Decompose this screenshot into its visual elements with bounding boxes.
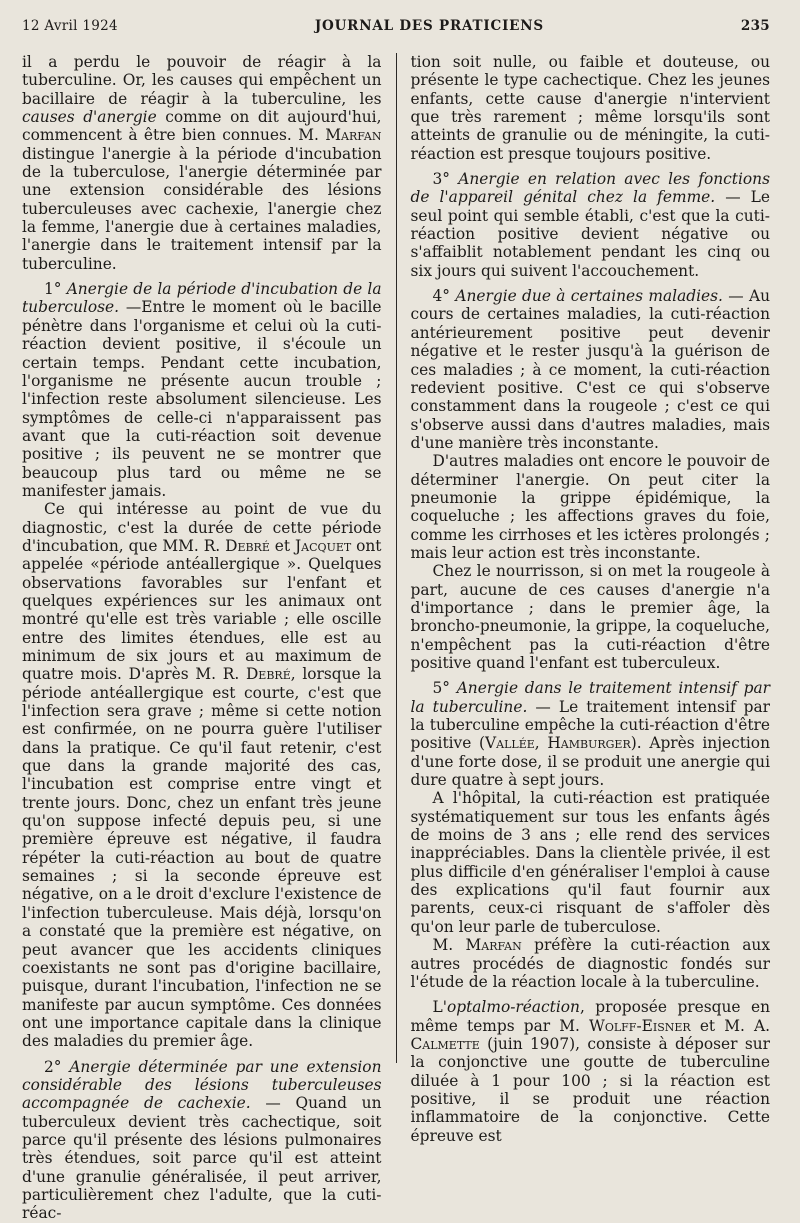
section-2: 2° Anergie déterminée par une extension considérable des lésions tuberculeuses accompagnée de cachexie. — Quand un tuberculeux devient très cachectique, soit parce qu'il présente des lésions pulmonaires très étendues, soit parce qu'il est atteint d'une granulie généralisée, il peut arriver, particulièrement chez l'adulte, que la cuti-réac- xyxy=(22,1057,382,1223)
running-header xyxy=(22,18,770,44)
paragraph: A l'hôpital, la cuti-réaction est pratiquée systématiquement sur tous les enfants âgés de moins de 3 ans ; elle rend des services inappréciables. Dans la clientèle privée, il est plus difficile d'en généraliser l'emploi à cause des explications qu'il faut fournir aux parents, ceux-ci risquant de s'affoler dès qu'on leur parle de tuberculose. xyxy=(410,789,770,936)
left-column xyxy=(22,53,397,1223)
page-number: 235 xyxy=(740,18,770,34)
section-3: 3° Anergie en relation avec les fonctions de l'appareil génital chez la femme. — Le seul point qui semble établi, c'est que la cuti-réaction positive devient négative ou s'affaiblit notablement pendant les cinq ou six jours qui suivent l'accouchement. xyxy=(410,170,770,280)
paragraph: Ce qui intéresse au point de vue du diagnostic, c'est la durée de cette période d'incubation, que MM. R. Debré et Jacquet ont appelée «période antéallergique ». Quelques observations favorables sur l'enfant et quelques expériences sur les animaux ont montré qu'elle est très variable ; elle oscille entre des limites étendues, elle est au minimum de six jours et au maximum de quatre mois. D'après M. R. Debré, lorsque la période antéallergique est courte, c'est que l'infection sera grave ; même si cette notion est confirmée, on ne pourra guère l'utiliser dans la pratique. Ce qu'il faut retenir, c'est que dans la grande majorité des cas, l'incubation est comprise entre vingt et trente jours. Donc, chez un enfant très jeune qu'on suppose infecté depuis peu, si une première épreuve est négative, il faudra répéter la cuti-réaction au bout de quatre semaines ; si la seconde épreuve est négative, on a le droit d'exclure l'existence de l'infection tuberculeuse. Mais déjà, lorsqu'on a constaté que la première est négative, on peut avancer que les accidents cliniques coexistants ne sont pas d'origine bacillaire, puisque, durant l'incubation, l'infection ne se manifeste par aucun symptôme. Ces données ont une importance capitale dans la clinique des maladies du premier âge. xyxy=(22,500,382,1051)
paragraph: tion soit nulle, ou faible et douteuse, ou présente le type cachectique. Chez les jeunes enfants, cette cause d'anergie n'intervient que très rarement ; même lorsqu'ils sont atteints de granulie ou de méningite, la cuti-réaction est presque toujours positive. xyxy=(410,53,770,163)
header-date: 12 Avril 1924 xyxy=(22,18,118,34)
section-title: Anergie de la période d'incubation de la tuberculose. xyxy=(22,280,382,317)
paragraph: D'autres maladies ont encore le pouvoir de déterminer l'anergie. On peut citer la pneumonie la grippe épidémique, la coqueluche ; les affections graves du foie, comme les cirrhoses et les ictères prolongés ; mais leur action est très inconstante. xyxy=(410,452,770,562)
paragraph: Chez le nourrisson, si on met la rougeole à part, aucune de ces causes d'anergie n'a d'importance ; dans le premier âge, la broncho-pneumonie, la grippe, la coqueluche, n'empêchent pas la cuti-réaction d'être positive quand l'enfant est tuberculeux. xyxy=(410,562,770,672)
paragraph: L'optalmo-réaction, proposée presque en même temps par M. Wolff-Eisner et M. A. Calmette (juin 1907), consiste à déposer sur la conjonctive une goutte de tuberculine diluée à 1 pour 100 ; si la réaction est positive, il se produit une réaction inflammatoire de la conjonctive. Cette épreuve est xyxy=(410,998,770,1145)
section-title: Anergie dans le traitement intensif par la tuberculine. xyxy=(410,679,770,716)
section-title: Anergie déterminée par une extension considérable des lésions tuberculeuses accompagnée de cachexie. xyxy=(22,1057,382,1113)
section-title: Anergie en relation avec les fonctions de l'appareil génital chez la femme. xyxy=(410,170,770,207)
section-title: Anergie due à certaines maladies. xyxy=(455,287,723,306)
right-column xyxy=(397,53,771,1145)
text-columns xyxy=(22,53,770,1223)
section-1: 1° Anergie de la période d'incubation de la tuberculose. —Entre le moment où le bacille pénètre dans l'organisme et celui où la cuti-réaction devient positive, il s'écoule un certain temps. Pendant cette incubation, l'organisme ne présente aucun trouble ; l'infection reste absolument silencieuse. Les symptômes de celle-ci n'apparaissent pas avant que la cuti-réaction soit devenue positive ; ils peuvent ne se montrer que beaucoup plus tard ou même ne se manifester jamais. xyxy=(22,280,382,500)
section-5: 5° Anergie dans le traitement intensif par la tuberculine. — Le traitement intensif par la tuberculine empêche la cuti-réaction d'être positive (Vallée, Hamburger). Après injection d'une forte dose, il se produit une anergie qui dure quatre à sept jours. xyxy=(410,679,770,790)
journal-title: JOURNAL DES PRATICIENS xyxy=(314,18,544,34)
section-4: 4° Anergie due à certaines maladies. — Au cours de certaines maladies, la cuti-réaction antérieurement positive peut devenir négative et le rester jusqu'à la guérison de ces maladies ; à ce moment, la cuti-réaction redevient positive. C'est ce qui s'observe constamment dans la rougeole ; c'est ce qui s'observe aussi dans d'autres maladies, mais d'une manière très inconstante. xyxy=(410,287,770,452)
paragraph: M. Marfan préfère la cuti-réaction aux autres procédés de diagnostic fondés sur l'étude de la réaction locale à la tuberculine. xyxy=(410,936,770,991)
paragraph: il a perdu le pouvoir de réagir à la tuberculine. Or, les causes qui empêchent un bacillaire de réagir à la tuberculine, les causes d'anergie comme on dit aujourd'hui, commencent à être bien connues. M. Marfan distingue l'anergie à la période d'incubation de la tuberculose, l'anergie déterminée par une extension considérable des lésions tuberculeuses avec cachexie, l'anergie chez la femme, l'anergie due à certaines maladies, l'anergie dans le traitement intensif par la tuberculine. xyxy=(22,53,382,273)
